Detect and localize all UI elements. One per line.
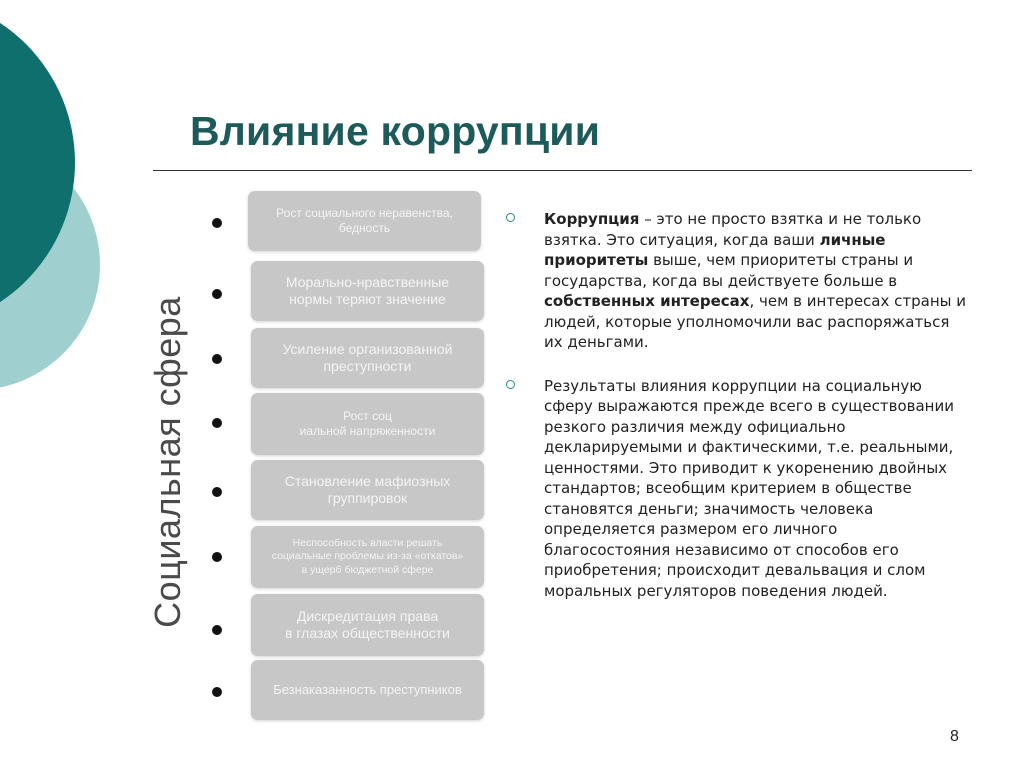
bullet-dot xyxy=(212,552,222,562)
effect-label: Усиление организованной преступности xyxy=(282,340,453,374)
effect-box xyxy=(248,191,481,251)
bullet-dot xyxy=(212,289,222,299)
vertical-section-label: Социальная сфера xyxy=(147,296,188,628)
effect-box xyxy=(251,328,484,388)
effect-label: Дискредитация права в глазах общественности xyxy=(285,607,450,641)
circle-bullet-icon xyxy=(506,380,515,389)
page-number: 8 xyxy=(950,728,959,745)
effect-label: Неспособность власти решать социальные проблемы из-за «откатов» в ущерб бюджетной сфере xyxy=(271,537,464,576)
results-paragraph: Результаты влияния коррупции на социальную сферу выражаются прежде всего в существовании резкого различия между официально декларируемыми и фактическими, т.е. реальными, ценностями. Это приводит к укоренению двойных стандартов; всеобщим критерием в обществе становятся деньги; значимость человека определяется размером его личного благосостояния независимо от способов его приобретения; происходит девальвация и слом моральных регуляторов поведения людей. xyxy=(506,376,966,602)
effect-label: Становление мафиозных группировок xyxy=(284,472,451,506)
bullet-dot xyxy=(212,418,222,428)
slide-title: Влияние коррупции xyxy=(190,108,601,154)
effect-box xyxy=(251,460,484,520)
effect-box xyxy=(251,526,484,588)
text-column xyxy=(506,209,966,601)
effect-box xyxy=(251,660,484,720)
effect-label: Морально-нравственные нормы теряют значение xyxy=(285,273,450,307)
effect-label: Безнаказанность преступников xyxy=(273,681,462,697)
effect-box xyxy=(251,594,484,656)
effect-label: Рост соц иальной напряженности xyxy=(299,409,436,438)
definition-paragraph: Коррупция – это не просто взятка и не только взятка. Это ситуация, когда ваши личные приоритеты выше, чем приоритеты страны и государства, когда вы действуете больше в собственных интересах, чем в интересах страны и людей, которые уполномочили вас распоряжаться их деньгами. xyxy=(506,209,966,353)
effect-box xyxy=(251,393,484,455)
bullet-dot xyxy=(212,354,222,364)
effect-box xyxy=(251,261,484,321)
bullet-dot xyxy=(212,625,222,635)
effect-label: Рост социального неравенства, бедность xyxy=(276,206,453,235)
circle-bullet-icon xyxy=(506,213,515,222)
title-divider xyxy=(153,170,972,171)
bullet-dot xyxy=(212,218,222,228)
bullet-dot xyxy=(212,487,222,497)
bullet-dot xyxy=(212,687,222,697)
